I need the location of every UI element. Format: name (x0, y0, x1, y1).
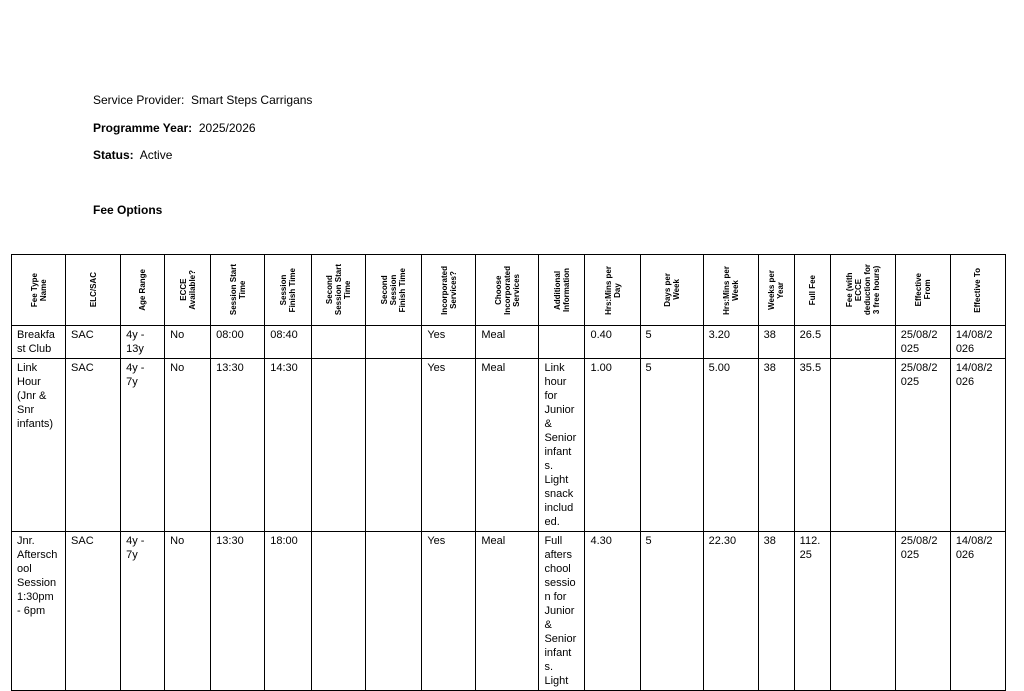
column-header (830, 255, 895, 326)
cell-value: Breakfa st Club (17, 329, 55, 355)
cell-value: 08:00 (216, 329, 244, 341)
table-cell (211, 359, 265, 532)
cell-value: No (170, 362, 185, 374)
table-cell (366, 359, 422, 532)
column-header-label: Session Start Time (228, 264, 247, 316)
cell-value: Jnr. Aftersch ool Session 1:30pm - 6pm (17, 535, 58, 617)
column-header-label: Hrs:Mins per Week (721, 265, 740, 315)
service-provider-line (93, 93, 312, 107)
cell-value: 5 (645, 535, 652, 547)
column-header-label: Incorporated Services? (439, 265, 458, 315)
table-cell (265, 326, 312, 359)
service-provider-value: Smart Steps Carrigans (191, 93, 313, 107)
table-cell (476, 532, 539, 691)
table-cell (794, 359, 830, 532)
cell-value: 5.00 (708, 362, 731, 374)
column-header-label: Weeks per Year (767, 270, 786, 310)
column-header-label: ELC/SAC (88, 272, 98, 308)
cell-value: 25/08/2 025 (900, 535, 938, 561)
table-cell (366, 532, 422, 691)
table-cell (539, 326, 585, 359)
table-cell (165, 359, 211, 532)
cell-value: Link Hour (Jnr & Snr infants) (17, 362, 54, 430)
table-body (12, 326, 1006, 691)
cell-value: SAC (71, 329, 94, 341)
table-cell (758, 326, 794, 359)
table-cell (585, 326, 640, 359)
column-header-label: Second Session Start Time (325, 264, 353, 316)
cell-value: 1.00 (590, 362, 612, 374)
cell-value: Yes (427, 362, 446, 374)
column-header-label: Fee (with ECCE deduction for 3 free hours) (844, 264, 881, 316)
cell-value: 35.5 (799, 362, 822, 374)
table-cell (211, 532, 265, 691)
table-cell (66, 359, 121, 532)
column-header-label: ECCE Available? (178, 270, 197, 310)
table-cell (758, 532, 794, 691)
column-header (703, 255, 758, 326)
table-cell (950, 532, 1005, 691)
column-header (539, 255, 585, 326)
column-header-label: Effective From (913, 273, 932, 307)
table-cell (366, 326, 422, 359)
column-header-label: Second Session Finish Time (380, 267, 408, 313)
table-cell (476, 326, 539, 359)
table-cell (422, 532, 476, 691)
table-cell (121, 359, 165, 532)
column-header (585, 255, 640, 326)
cell-value: 22.30 (708, 535, 737, 547)
table-cell (830, 326, 895, 359)
table-cell (312, 326, 366, 359)
table-cell (66, 532, 121, 691)
column-header (66, 255, 121, 326)
column-header (312, 255, 366, 326)
cell-value: 4y - 13y (126, 329, 145, 355)
table-cell (312, 359, 366, 532)
table-cell (12, 359, 66, 532)
cell-value: 38 (763, 329, 776, 341)
table-cell (895, 359, 950, 532)
table-cell (758, 359, 794, 532)
table-cell (539, 359, 585, 532)
cell-value: 13:30 (216, 362, 244, 374)
column-header (640, 255, 703, 326)
table-cell (585, 359, 640, 532)
column-header (758, 255, 794, 326)
service-provider-label: Service Provider: (93, 93, 185, 107)
column-header (476, 255, 539, 326)
fee-options-heading: Fee Options (93, 203, 163, 217)
column-header-label: Full Fee (807, 274, 817, 306)
cell-value: 0.40 (590, 329, 612, 341)
cell-value: 08:40 (270, 329, 298, 341)
column-header (12, 255, 66, 326)
table-cell (165, 326, 211, 359)
table-cell (265, 532, 312, 691)
column-header (165, 255, 211, 326)
column-header (794, 255, 830, 326)
table-cell (830, 359, 895, 532)
cell-value: 14/08/2 026 (955, 329, 993, 355)
status-value: Active (139, 148, 173, 162)
cell-value: 38 (763, 362, 776, 374)
cell-value: Meal (481, 362, 506, 374)
cell-value: 14/08/2 026 (955, 535, 993, 561)
cell-value: Full afters chool sessio n for Junior & Senior infant s. Light (544, 535, 577, 687)
programme-year-value: 2025/2026 (198, 121, 256, 135)
table-cell (950, 359, 1005, 532)
programme-year-line (93, 121, 256, 135)
table-cell (312, 532, 366, 691)
table-cell (830, 532, 895, 691)
cell-value: 14:30 (270, 362, 298, 374)
cell-value: 38 (763, 535, 776, 547)
status-label: Status: (93, 148, 134, 162)
table-cell (703, 326, 758, 359)
table-cell (422, 359, 476, 532)
cell-value: 25/08/2 025 (900, 362, 938, 388)
column-header (950, 255, 1005, 326)
column-header-label: Choose Incorporated Services (493, 265, 521, 315)
cell-value: Meal (481, 329, 506, 341)
table-cell (121, 532, 165, 691)
table-cell (422, 326, 476, 359)
column-header (211, 255, 265, 326)
cell-value: 13:30 (216, 535, 244, 547)
cell-value: Yes (427, 535, 446, 547)
cell-value: 4y - 7y (126, 535, 145, 561)
cell-value: 5 (645, 329, 652, 341)
table-cell (895, 326, 950, 359)
table-cell (121, 326, 165, 359)
table-cell (265, 359, 312, 532)
cell-value: No (170, 535, 185, 547)
cell-value: 5 (645, 362, 652, 374)
column-header-label: Additional Information (552, 268, 571, 312)
table-row (12, 359, 1006, 532)
column-header-label: Effective To (973, 267, 983, 313)
table-cell (476, 359, 539, 532)
table-cell (794, 326, 830, 359)
table-cell (12, 326, 66, 359)
fee-options-table (11, 254, 1006, 691)
table-cell (950, 326, 1005, 359)
column-header (422, 255, 476, 326)
programme-year-label: Programme Year: (93, 121, 193, 135)
table-cell (211, 326, 265, 359)
cell-value: 112. 25 (799, 535, 821, 561)
table-cell (703, 532, 758, 691)
status-line (93, 148, 172, 162)
table-header-row (12, 255, 1006, 326)
cell-value: 4.30 (590, 535, 612, 547)
column-header (366, 255, 422, 326)
column-header-label: Session Finish Time (279, 267, 298, 313)
table-cell (640, 326, 703, 359)
column-header (265, 255, 312, 326)
table-cell (585, 532, 640, 691)
column-header (121, 255, 165, 326)
cell-value: SAC (71, 535, 94, 547)
cell-value: 26.5 (799, 329, 822, 341)
cell-value: No (170, 329, 185, 341)
cell-value: 4y - 7y (126, 362, 145, 388)
column-header-label: Hrs:Mins per Day (603, 265, 622, 315)
column-header-label: Age Range (138, 269, 148, 311)
table-cell (895, 532, 950, 691)
table-cell (640, 359, 703, 532)
cell-value: Yes (427, 329, 446, 341)
cell-value: Link hour for Junior & Senior infant s. Light snack includ ed. (544, 362, 577, 528)
table-cell (703, 359, 758, 532)
table-cell (66, 326, 121, 359)
table-cell (539, 532, 585, 691)
cell-value: SAC (71, 362, 94, 374)
cell-value: 18:00 (270, 535, 298, 547)
table-cell (794, 532, 830, 691)
column-header-label: Fee Type Name (29, 272, 48, 308)
table-cell (12, 532, 66, 691)
cell-value: Meal (481, 535, 506, 547)
cell-value: 14/08/2 026 (955, 362, 993, 388)
table-cell (165, 532, 211, 691)
table-cell (640, 532, 703, 691)
column-header-label: Days per Week (662, 273, 681, 307)
column-header (895, 255, 950, 326)
cell-value: 3.20 (708, 329, 731, 341)
table-row (12, 532, 1006, 691)
cell-value: 25/08/2 025 (900, 329, 938, 355)
table-row (12, 326, 1006, 359)
